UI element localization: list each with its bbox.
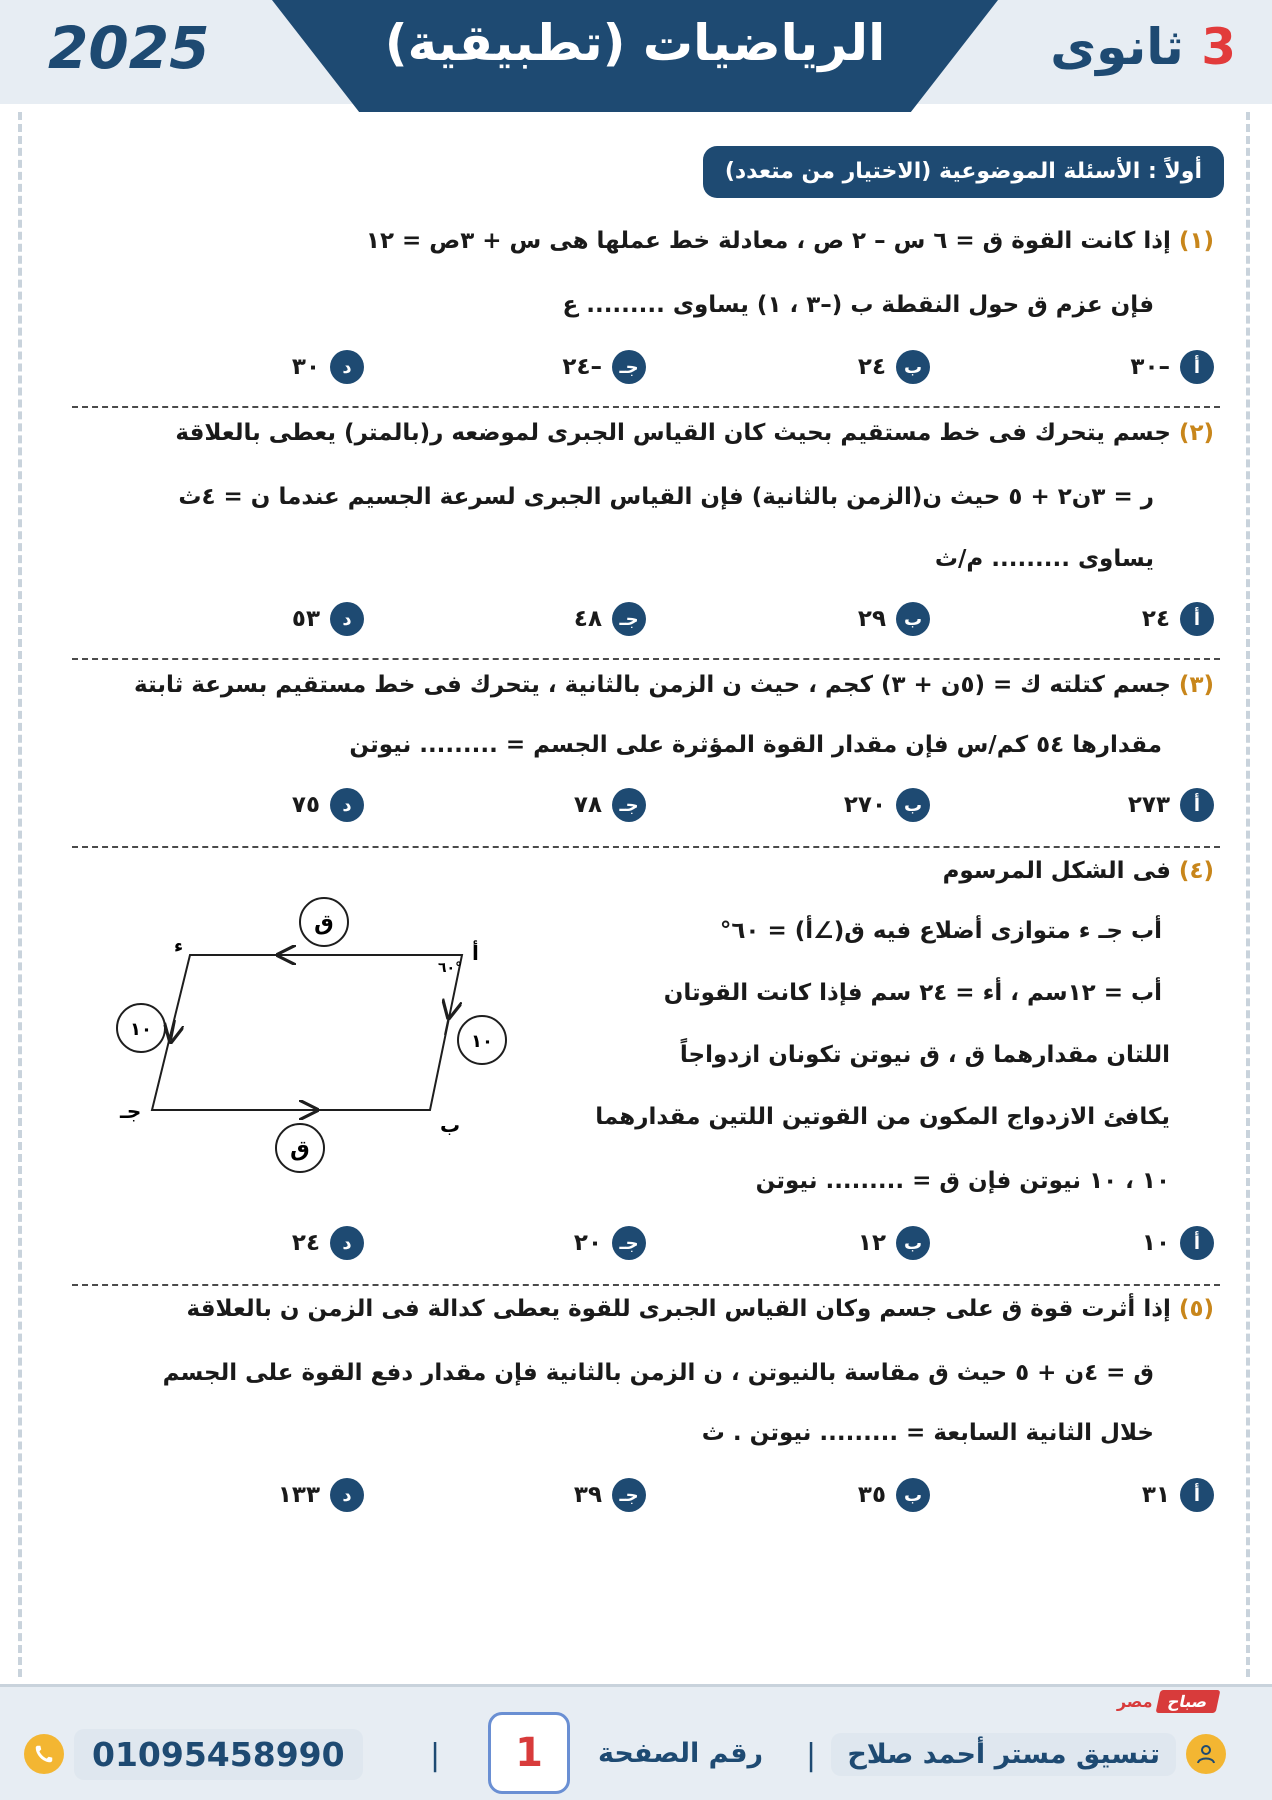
option-letter: د [330,1478,364,1512]
q1-option-c[interactable] [562,350,646,384]
right-force-label: ١٠ [471,1031,493,1052]
divider: | [806,1738,817,1773]
left-force-label: ١٠ [130,1019,152,1040]
q2-option-a[interactable] [1142,602,1214,636]
option-value: ٢٤ [857,354,886,380]
option-value: ١٣٣ [277,1482,320,1508]
q2-option-c[interactable] [574,602,646,636]
right-border [1246,112,1250,1677]
page-number: 1 [488,1712,570,1794]
question-number: (٣) [1178,672,1214,698]
question-1-line-2: فإن عزم ق حول النقطة ب (–٣ ، ١) يساوى ......... ع [562,292,1154,318]
q4-option-a[interactable] [1142,1226,1214,1260]
q2-option-b[interactable] [858,602,930,636]
option-letter: ب [896,1478,930,1512]
question-3-line-2: مقدارها ٥٤ كم/س فإن مقدار القوة المؤثرة على الجسم = ......... نيوتن [349,732,1162,758]
option-letter: أ [1180,602,1214,636]
option-letter: أ [1180,350,1214,384]
question-4-line-5: يكافئ الازدواج المكون من القوتين اللتين مقدارهما [595,1104,1170,1130]
option-letter: د [330,1226,364,1260]
grade-text: ثانوى [1050,18,1184,76]
q1-option-a[interactable] [1130,350,1214,384]
bottom-force-label: ق [290,1137,310,1162]
option-value: ٣١ [1141,1482,1170,1508]
option-letter: جـ [612,350,646,384]
option-letter: أ [1180,1226,1214,1260]
q5-option-c[interactable] [574,1478,646,1512]
q3-option-b[interactable] [844,788,930,822]
option-letter: ب [896,1226,930,1260]
question-5-line-1 [187,1296,1214,1322]
q1-option-d[interactable] [292,350,364,384]
parallelogram-shape [152,955,462,1110]
option-value: ٣٩ [573,1482,602,1508]
user-icon [1186,1734,1226,1774]
q5-option-b[interactable] [858,1478,930,1512]
separator [72,1284,1220,1286]
question-text: جسم يتحرك فى خط مستقيم بحيث كان القياس الجبرى لموضعه ر(بالمتر) يعطى بالعلاقة [175,420,1171,446]
question-text: جسم كتلته ك = (٥ن + ٣) كجم ، حيث ن الزمن بالثانية ، يتحرك فى خط مستقيم بسرعة ثابتة [134,672,1171,698]
parallelogram-figure [100,880,520,1180]
grade-label [1050,18,1236,76]
q4-option-c[interactable] [574,1226,646,1260]
brand-suffix: مصر [1116,1692,1153,1711]
option-value: ٢٧٠ [843,792,886,818]
option-letter: جـ [612,1478,646,1512]
question-5-line-2: ق = ٤ن + ٥ حيث ق مقاسة بالنيوتن ، ن الزمن بالثانية فإن مقدار دفع القوة على الجسم [162,1360,1154,1386]
q5-option-a[interactable] [1142,1478,1214,1512]
brand-name: صباح [1156,1690,1220,1713]
option-letter: ب [896,602,930,636]
option-value: ٢٩ [857,606,886,632]
question-2-line-1 [175,420,1214,446]
question-4-line-6: ١٠ ، ١٠ نيوتن فإن ق = ......... نيوتن [755,1168,1170,1194]
q4-option-d[interactable] [292,1226,364,1260]
option-letter: أ [1180,1478,1214,1512]
footer-divider [0,1684,1272,1687]
q3-option-c[interactable] [574,788,646,822]
option-value: ٢٧٣ [1127,792,1170,818]
option-value: –٢٤ [562,354,602,380]
option-letter: جـ [612,788,646,822]
question-4-line-3: أب = ١٢سم ، أء = ٢٤ سم فإذا كانت القوتان [663,980,1162,1006]
page-label: رقم الصفحة [598,1738,764,1769]
coordinator-name: تنسيق مستر أحمد صلاح [831,1733,1176,1776]
option-letter: أ [1180,788,1214,822]
option-value: ٣٥ [857,1482,886,1508]
question-number: (٢) [1178,420,1214,446]
option-letter: جـ [612,602,646,636]
vertex-d-label: ء [174,936,184,957]
coordinator [831,1728,1226,1780]
option-letter: ب [896,788,930,822]
option-value: ٢٠ [573,1230,602,1256]
left-border [18,112,22,1677]
option-value: ٧٨ [573,792,602,818]
separator [72,658,1220,660]
option-letter: د [330,788,364,822]
question-3-line-1 [134,672,1214,698]
phone-block [74,1728,363,1780]
question-number: (١) [1178,228,1214,254]
top-force-label: ق [314,911,334,936]
angle-label: ٦٠° [438,960,463,976]
option-value: ١٠ [1141,1230,1170,1256]
question-text: إذا أثرت قوة ق على جسم وكان القياس الجبرى للقوة يعطى كدالة فى الزمن ن بالعلاقة [186,1296,1171,1322]
question-2-line-3: يساوى ......... م/ث [934,546,1154,572]
divider: | [430,1738,441,1773]
q4-option-b[interactable] [858,1226,930,1260]
vertex-a-label: أ [472,941,479,965]
phone-number: 01095458990 [74,1729,363,1780]
grade-number: 3 [1201,18,1236,76]
option-value: ٧٥ [291,792,320,818]
vertex-c-label: جـ [120,1099,142,1123]
option-letter: جـ [612,1226,646,1260]
question-number: (٤) [1178,858,1214,884]
option-letter: د [330,350,364,384]
q1-option-b[interactable] [858,350,930,384]
option-value: ٤٨ [573,606,602,632]
separator [72,846,1220,848]
question-5-line-3: خلال الثانية السابعة = ......... نيوتن . ث [701,1420,1154,1446]
question-4-line-1 [943,858,1214,884]
q3-option-a[interactable] [1128,788,1214,822]
question-2-line-2: ر = ٣ن٢ + ٥ حيث ن(الزمن بالثانية) فإن القياس الجبرى لسرعة الجسيم عندما ن = ٤ث [178,484,1154,510]
q5-option-d[interactable] [278,1478,364,1512]
phone-icon [24,1734,64,1774]
question-number: (٥) [1178,1296,1214,1322]
option-letter: د [330,602,364,636]
option-value: ٣٠ [291,354,320,380]
section-label: أولاً : الأسئلة الموضوعية (الاختيار من متعدد) [703,146,1224,198]
question-text: فى الشكل المرسوم [942,858,1171,884]
q3-option-d[interactable] [292,788,364,822]
question-text: إذا كانت القوة ق = ٦ س – ٢ ص ، معادلة خط عملها هى س + ٣ص = ١٢ [365,228,1171,254]
option-value: –٣٠ [1130,354,1170,380]
option-value: ١٢ [857,1230,886,1256]
question-4-line-2: أب جـ ء متوازى أضلاع فيه ق(∠أ) = ٦٠° [719,918,1162,944]
option-letter: ب [896,350,930,384]
option-value: ٢٤ [291,1230,320,1256]
q2-option-d[interactable] [292,602,364,636]
question-4-line-4: اللتان مقدارهما ق ، ق نيوتن تكونان ازدواجاً [679,1042,1170,1068]
option-value: ٥٣ [291,606,320,632]
subject-title: الرياضيات (تطبيقية) [384,14,886,72]
question-1-line-1 [366,228,1214,254]
separator [72,406,1220,408]
option-value: ٢٤ [1141,606,1170,632]
year-label: 2025 [48,14,210,82]
brand-logo [1018,1690,1218,1720]
vertex-b-label: ب [440,1113,461,1137]
